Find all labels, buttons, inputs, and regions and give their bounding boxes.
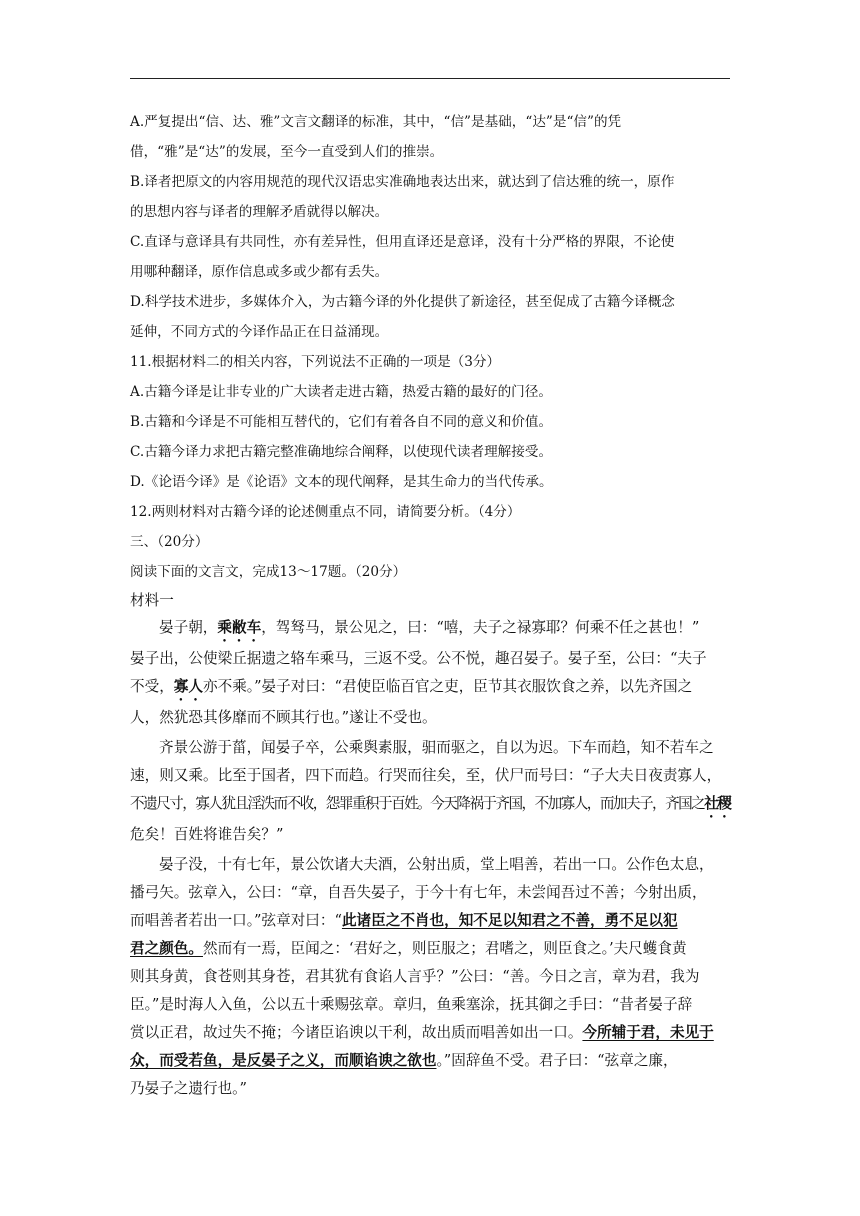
emphasis-term: 社稷 bbox=[704, 795, 731, 812]
question-11-option-c: C.古籍今译力求把古籍完整准确地综合阐释，以使现代读者理解接受。 bbox=[130, 444, 553, 460]
translation-sentence-2-end: 众，而受若鱼，是反晏子之义，而顺谄谀之欲也 bbox=[130, 1052, 437, 1069]
passage-line: 齐景公游于菑，闻晏子卒，公乘舆素服，驲而驱之，自以为迟。下车而趋，知不若车之 bbox=[159, 739, 714, 756]
passage-line: 晏子没，十有七年，景公饮诸大夫酒，公射出质，堂上唱善，若出一口。公作色太息， bbox=[159, 856, 714, 873]
question-11-stem: 11.根据材料二的相关内容，下列说法不正确的一项是（3分） bbox=[130, 354, 501, 370]
option-d-line-1: D.科学技术进步，多媒体介入，为古籍今译的外化提供了新途径，甚至促成了古籍今译概念 bbox=[130, 294, 675, 310]
material-1-label: 材料一 bbox=[130, 592, 174, 609]
passage-line: 晏子朝，乘敝车，驾驽马，景公见之，曰：“嘻，夫子之禄寡耶？何乘不任之甚也！” bbox=[159, 619, 700, 636]
emphasis-term: 寡人 bbox=[173, 678, 203, 695]
option-a-line-2: 借，“雅”是“达”的发展，至今一直受到人们的推崇。 bbox=[130, 144, 444, 160]
translation-sentence-1-end: 君之颜色。 bbox=[130, 940, 203, 957]
passage-line: 速，则又乘。比至于国者，四下而趋。行哭而往矣，至，伏尸而号曰：“子大夫日夜责寡人， bbox=[130, 767, 722, 784]
translation-sentence-1: 此诸臣之不肖也，知不足以知君之不善，勇不足以犯 bbox=[341, 912, 678, 929]
reading-instruction: 阅读下面的文言文，完成13～17题。（20分） bbox=[130, 564, 407, 580]
passage-line: 众，而受若鱼，是反晏子之义，而顺谄谀之欲也。”固辞鱼不受。君子曰：“弦章之廉， bbox=[130, 1052, 678, 1069]
question-11-option-a: A.古籍今译是让非专业的广大读者走进古籍，热爱古籍的最好的门径。 bbox=[130, 384, 552, 400]
passage-line: 不受，寡人亦不乘。”晏子对曰：“君使臣临百官之吏，臣节其衣服饮食之养，以先齐国之 bbox=[130, 678, 693, 695]
header-rule bbox=[130, 78, 730, 79]
section-3-heading: 三、（20分） bbox=[130, 534, 209, 550]
passage-paragraph-2 bbox=[130, 734, 730, 849]
passage-line: 晏子出，公使梁丘据遗之辂车乘马，三返不受。公不悦，趣召晏子。晏子至，公曰：“夫子 bbox=[130, 650, 707, 667]
option-d-line-2: 延伸，不同方式的今译作品正在日益涌现。 bbox=[130, 324, 389, 340]
passage-line: 乃晏子之遗行也。” bbox=[130, 1080, 247, 1097]
passage-line: 君之颜色。然而有一焉，臣闻之：‘君好之，则臣服之；君嗜之，则臣食之。’夫尺蠖食黄 bbox=[130, 940, 687, 957]
passage-line: 赏以正君，故过失不掩；今诸臣谄谀以干利，故出质而唱善如出一口。今所辅于君，未见于 bbox=[130, 1024, 714, 1041]
passage-line: 不遗尺寸，寡人犹且淫泆而不收，怨罪重积于百姓。今天降祸于齐国，不加寡人，而加夫子，齐国之社稷 bbox=[130, 795, 731, 812]
passage-line: 臣。”是时海人入鱼，公以五十乘赐弦章。章归，鱼乘塞涂，抚其御之手曰：“昔者晏子辞 bbox=[130, 996, 693, 1013]
passage-line: 人，然犹恐其侈靡而不顾其行也。”遂让不受也。 bbox=[130, 709, 437, 726]
passage-line: 危矣！百姓将谁告矣？” bbox=[130, 826, 284, 843]
passage-line: 播弓矢。弦章入，公曰：“章，自吾失晏子，于今十有七年，未尝闻吾过不善；今射出质， bbox=[130, 884, 707, 901]
emphasis-term: 乘敝车 bbox=[217, 619, 262, 636]
option-a-line-1: A.严复提出“信、达、雅”文言文翻译的标准，其中，“信”是基础，“达”是“信”的凭 bbox=[130, 114, 622, 130]
option-c-line-1: C.直译与意译具有共同性，亦有差异性，但用直译还是意译，没有十分严格的界限，不论使 bbox=[130, 234, 675, 250]
option-b-line-2: 的思想内容与译者的理解矛盾就得以解决。 bbox=[130, 204, 389, 220]
question-11-option-d: D.《论语今译》是《论语》文本的现代阐释，是其生命力的当代传承。 bbox=[130, 474, 553, 490]
passage-paragraph-1 bbox=[130, 614, 730, 732]
document-page bbox=[130, 112, 730, 1103]
option-b-line-1: B.译者把原文的内容用规范的现代汉语忠实准确地表达出来，就达到了信达雅的统一，原作 bbox=[130, 174, 675, 190]
translation-sentence-2: 今所辅于君，未见于 bbox=[582, 1024, 714, 1041]
passage-line: 而唱善者若出一口。”弦章对曰：“此诸臣之不肖也，知不足以知君之不善，勇不足以犯 bbox=[130, 912, 678, 929]
passage-paragraph-3 bbox=[130, 851, 730, 1103]
passage-line: 则其身黄，食苍则其身苍，君其犹有食谄人言乎？”公曰：“善。今日之言，章为君，我为 bbox=[130, 968, 700, 985]
question-12: 12.两则材料对古籍今译的论述侧重点不同，请简要分析。（4分） bbox=[130, 504, 521, 520]
option-c-line-2: 用哪种翻译，原作信息或多或少都有丢失。 bbox=[130, 264, 389, 280]
question-11-option-b: B.古籍和今译是不可能相互替代的，它们有着各自不同的意义和价值。 bbox=[130, 414, 553, 430]
